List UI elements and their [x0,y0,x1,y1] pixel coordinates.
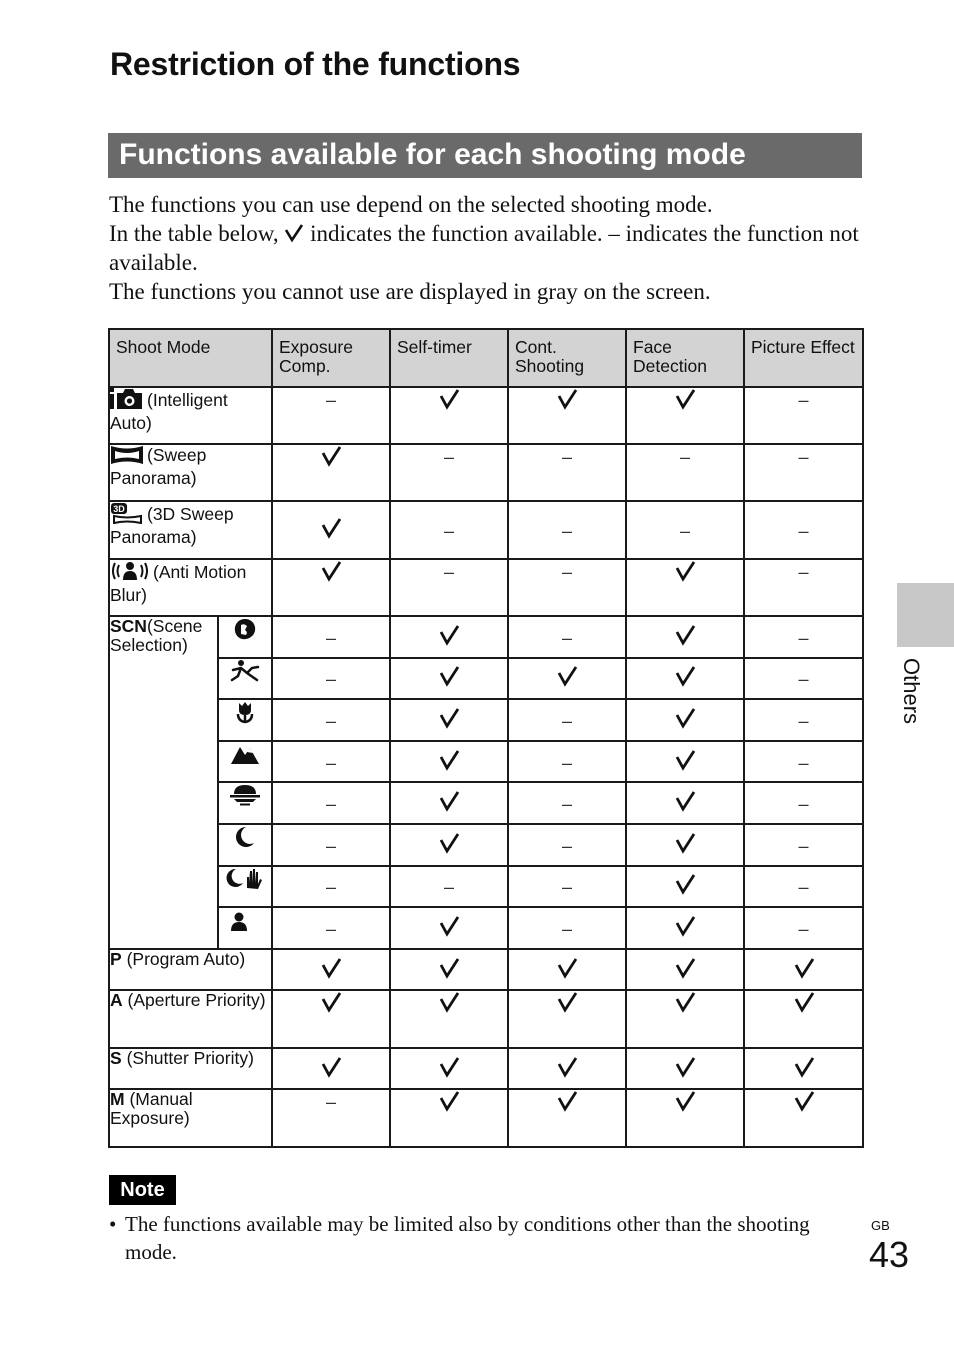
available-cell [626,866,744,908]
unavailable-cell [626,501,744,559]
note-badge: Note [109,1175,176,1205]
sunset-icon [228,783,262,807]
dash-mark: – [798,835,809,856]
check-icon [438,1090,460,1112]
dash-mark: – [679,521,690,541]
available-cell [744,1048,863,1090]
unavailable-cell [508,444,626,501]
available-cell [626,782,744,824]
available-cell [626,1089,744,1147]
available-cell [626,824,744,866]
unavailable-cell [272,1089,390,1147]
unavailable-cell [508,501,626,559]
available-cell [626,907,744,949]
mode-label: (Manual Exposure) [110,1089,193,1129]
header-exposure-comp: Exposure Comp. [272,329,390,387]
check-icon [320,957,342,979]
unavailable-cell [626,444,744,501]
available-cell [390,782,508,824]
check-icon [438,832,460,854]
available-cell [272,559,390,616]
check-icon [556,388,578,410]
dash-mark: – [561,521,572,541]
available-cell [272,990,390,1048]
table-row [109,1048,863,1090]
intro-text [109,190,861,306]
bullet-icon: • [109,1212,117,1236]
check-icon [438,665,460,687]
scene-icon-cell [218,866,272,908]
unavailable-cell [744,616,863,658]
night-scene-icon [232,825,258,849]
available-cell [390,387,508,444]
region-code: GB [871,1218,890,1233]
header-cont-shooting: Cont. Shooting [508,329,626,387]
dash-mark: – [325,877,336,898]
scene-icon-cell [218,741,272,783]
available-cell [626,559,744,616]
unavailable-cell [272,866,390,908]
check-icon [556,957,578,979]
table-row [109,907,863,949]
table-row [109,866,863,908]
available-cell [272,949,390,991]
available-cell [626,658,744,700]
dash-mark: – [325,918,336,939]
dash-mark: – [561,710,572,731]
check-icon [556,1090,578,1112]
intro-line-2 [109,219,861,277]
check-icon [674,873,696,895]
unavailable-cell [390,444,508,501]
mode-label: (Aperture Priority) [127,990,266,1011]
unavailable-cell [744,501,863,559]
check-icon [793,991,815,1013]
unavailable-cell [744,866,863,908]
unavailable-cell [508,824,626,866]
table-row [109,658,863,700]
dash-mark: – [325,835,336,856]
side-label-text: Others [899,658,924,725]
functions-table [108,328,864,1148]
unavailable-cell [744,658,863,700]
available-cell [390,1048,508,1090]
check-icon [674,790,696,812]
mode-cell [109,1048,272,1090]
dash-mark: – [443,447,454,467]
check-icon [284,223,304,243]
available-cell [390,616,508,658]
table-row [109,699,863,741]
available-cell [626,387,744,444]
available-cell [626,949,744,991]
available-cell [508,658,626,700]
dash-mark: – [561,752,572,773]
unavailable-cell [272,782,390,824]
unavailable-cell [272,699,390,741]
mode-cell [109,990,272,1048]
table-row [109,782,863,824]
check-icon [793,1090,815,1112]
available-cell [390,699,508,741]
scene-icon-cell [218,658,272,700]
intro-line-3: The functions you cannot use are displayed in gray on the screen. [109,279,711,304]
available-cell [390,907,508,949]
mode-key: SCN [110,616,147,636]
mode-cell [109,501,272,559]
dash-mark: – [798,447,809,467]
check-icon [674,915,696,937]
available-cell [508,990,626,1048]
check-icon [320,1056,342,1078]
check-icon [674,624,696,646]
available-cell [390,949,508,991]
available-cell [390,658,508,700]
unavailable-cell [390,559,508,616]
dash-mark: – [325,794,336,815]
check-icon [438,624,460,646]
unavailable-cell [272,616,390,658]
page-number: 43 [869,1234,910,1275]
dash-mark: – [561,918,572,939]
table-row [109,949,863,991]
header-face-detection: Face Detection [626,329,744,387]
unavailable-cell [272,824,390,866]
dash-mark: – [561,794,572,815]
sweep-panorama-icon [110,445,144,469]
note-text [109,1210,864,1266]
dash-mark: – [561,835,572,856]
mode-cell [109,444,272,501]
mode-label: (Scene Selection) [110,616,203,655]
unavailable-cell [272,907,390,949]
unavailable-cell [744,741,863,783]
intro-line-2-start: In the table below, [109,221,285,246]
intelligent-auto-icon [110,388,144,414]
available-cell [390,990,508,1048]
dash-mark: – [798,877,809,898]
mode-cell [109,1089,272,1147]
dash-mark: – [325,1092,336,1113]
night-portrait-icon [229,908,261,932]
section-side-tab [897,583,954,647]
dash-mark: – [798,794,809,815]
check-icon [674,1056,696,1078]
check-icon [674,1090,696,1112]
mode-key: P [110,948,122,969]
unavailable-cell [272,741,390,783]
unavailable-cell [744,559,863,616]
mode-label: (3D Sweep Panorama) [110,504,234,547]
mode-key: M [110,1089,125,1110]
header-self-timer: Self-timer [390,329,508,387]
dash-mark: – [561,627,572,648]
sports-icon [230,659,260,683]
check-icon [320,445,342,467]
available-cell [508,1089,626,1147]
unavailable-cell [744,444,863,501]
svg-text:3D: 3D [113,504,125,514]
dash-mark: – [798,918,809,939]
available-cell [626,699,744,741]
header-shoot-mode: Shoot Mode [109,329,272,387]
check-icon [320,517,342,539]
table-row [109,444,863,501]
unavailable-cell [508,699,626,741]
check-icon [674,957,696,979]
unavailable-cell [390,866,508,908]
check-icon [674,707,696,729]
dash-mark: – [325,627,336,648]
dash-mark: – [798,752,809,773]
landscape-icon [230,742,260,766]
unavailable-cell [508,782,626,824]
table-row [109,501,863,559]
mode-cell-scene-selection [109,616,218,949]
check-icon [674,560,696,582]
check-icon [793,957,815,979]
table-row [109,616,863,658]
dash-mark: – [325,669,336,690]
mode-cell [109,949,272,991]
dash-mark: – [443,877,454,898]
check-icon [438,707,460,729]
check-icon [793,1056,815,1078]
anti-motion-blur-icon [110,560,150,586]
check-icon [438,957,460,979]
scene-icon-cell [218,824,272,866]
dash-mark: – [798,669,809,690]
dash-mark: – [679,447,690,467]
available-cell [390,824,508,866]
check-icon [674,749,696,771]
available-cell [508,387,626,444]
macro-icon [233,700,257,724]
available-cell [272,501,390,559]
dash-mark: – [443,562,454,582]
scene-icon-cell [218,782,272,824]
unavailable-cell [744,907,863,949]
portrait-icon [232,617,258,641]
unavailable-cell [390,501,508,559]
check-icon [556,991,578,1013]
mode-label: (Program Auto) [126,948,246,969]
check-icon [320,991,342,1013]
available-cell [390,1089,508,1147]
available-cell [744,949,863,991]
dash-mark: – [798,521,809,541]
mode-label: (Intelligent Auto) [110,390,228,433]
scene-icon-cell [218,907,272,949]
scene-icon-cell [218,616,272,658]
check-icon [438,991,460,1013]
table-row [109,824,863,866]
mode-label: (Shutter Priority) [126,1047,254,1068]
unavailable-cell [508,616,626,658]
unavailable-cell [744,824,863,866]
available-cell [508,1048,626,1090]
intro-line-1: The functions you can use depend on the selected shooting mode. [109,192,713,217]
check-icon [438,1056,460,1078]
check-icon [438,790,460,812]
table-row [109,741,863,783]
mode-cell [109,387,272,444]
side-label [900,658,926,738]
available-cell [626,741,744,783]
dash-mark: – [798,710,809,731]
available-cell [744,1089,863,1147]
unavailable-cell [272,387,390,444]
mode-cell [109,559,272,616]
unavailable-cell [744,387,863,444]
check-icon [674,388,696,410]
check-icon [438,749,460,771]
mode-label: (Anti Motion Blur) [110,562,247,605]
dash-mark: – [325,752,336,773]
unavailable-cell [508,866,626,908]
header-picture-effect: Picture Effect [744,329,863,387]
check-icon [320,560,342,582]
unavailable-cell [508,559,626,616]
intro-line-2-end: indicates the function available. – indicates the function not available. [109,221,859,275]
check-icon [556,1056,578,1078]
unavailable-cell [272,658,390,700]
mode-key: A [110,990,123,1011]
section-banner: Functions available for each shooting mode [108,133,862,178]
available-cell [626,990,744,1048]
available-cell [272,1048,390,1090]
dash-mark: – [561,447,572,467]
available-cell [626,1048,744,1090]
table-row [109,559,863,616]
table-row [109,1089,863,1147]
page-title: Restriction of the functions [110,46,521,82]
dash-mark: – [561,877,572,898]
hand-held-twilight-icon [226,867,264,891]
3d-sweep-panorama-icon [110,502,144,528]
table-row [109,990,863,1048]
check-icon [674,832,696,854]
unavailable-cell [744,699,863,741]
dash-mark: – [561,562,572,582]
check-icon [438,915,460,937]
unavailable-cell [508,907,626,949]
available-cell [744,990,863,1048]
mode-label: (Sweep Panorama) [110,445,207,488]
dash-mark: – [798,390,809,410]
unavailable-cell [508,741,626,783]
dash-mark: – [798,627,809,648]
dash-mark: – [798,562,809,582]
dash-mark: – [443,521,454,541]
available-cell [272,444,390,501]
scene-icon-cell [218,699,272,741]
check-icon [674,665,696,687]
check-icon [674,991,696,1013]
dash-mark: – [325,710,336,731]
dash-mark: – [325,390,336,410]
available-cell [508,949,626,991]
check-icon [556,665,578,687]
mode-key: S [110,1047,122,1068]
check-icon [438,388,460,410]
table-header-row [109,329,863,387]
table-row [109,387,863,444]
available-cell [626,616,744,658]
unavailable-cell [744,782,863,824]
note-body: The functions available may be limited also by conditions other than the shooting mode. [125,1212,810,1264]
available-cell [390,741,508,783]
